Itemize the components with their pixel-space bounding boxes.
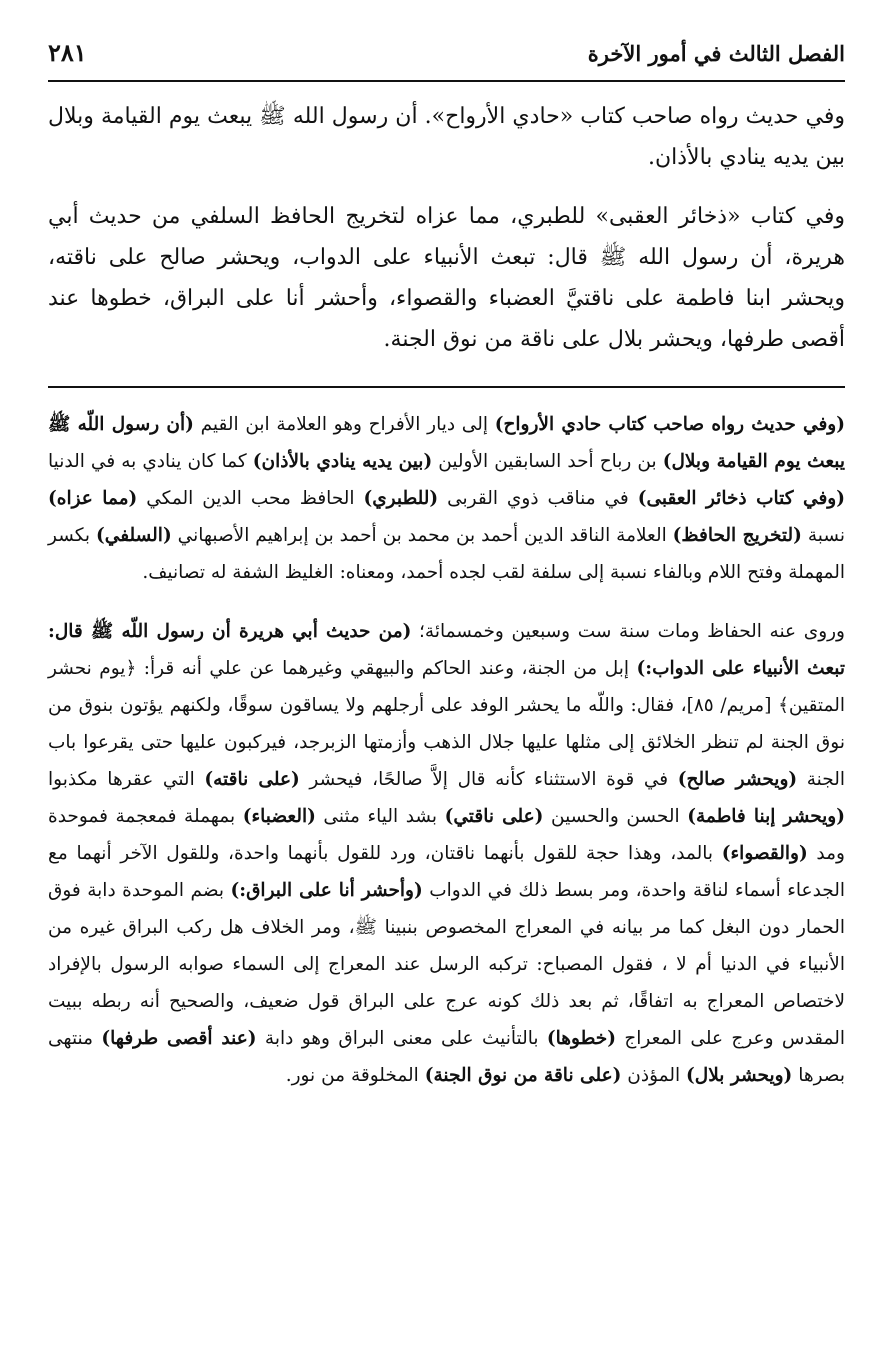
commentary-text: في قوة الاستثناء كأنه قال إلاَّ صالحًا، فيحشر [299,769,678,790]
quoted-phrase: (عند أقصى طرفها) [101,1028,257,1049]
commentary-text: منتهى بصرها [48,1028,845,1086]
quoted-phrase: (من حديث أبي هريرة أن رسول اللّه ﷺ قال: تبعث الأنبياء على الدواب:) [48,621,845,679]
main-paragraph: وفي كتاب «ذخائر العقبى» للطبري، مما عزاه لتخريج الحافظ السلفي من حديث أبي هريرة، أن رسول الله ﷺ قال: تبعث الأنبياء على الدواب، ويحشر صالح على ناقته، ويحشر ابنا فاطمة على ناقتيَّ العضباء والقصواء، وأحشر أنا على البراق، خطوها عند أقصى طرفها، ويحشر بلال على ناقة من نوق الجنة. [48,204,845,352]
footnote-divider [48,386,845,388]
commentary-paragraph [48,613,845,1094]
quoted-phrase: (وفي كتاب ذخائر العقبى) [637,488,845,509]
commentary-text: بكسر المهملة وفتح اللام وبالفاء نسبة إلى سلفة لقب لجده أحمد، ومعناه: الغليظ الشفة له تصانيف. [48,525,845,583]
quoted-phrase: (على ناقتي) [444,806,544,827]
main-paragraph: وفي حديث رواه صاحب كتاب «حادي الأرواح». أن رسول الله ﷺ يبعث يوم القيامة وبلال بين يديه ينادي بالأذان. [48,104,845,170]
commentary-text: كما كان ينادي به في الدنيا [48,451,253,472]
quoted-phrase: (ويحشر بلال) [686,1065,793,1086]
commentary-text: الحسن والحسين [543,806,688,827]
commentary-text: التي عقرها مكذبوا [48,769,205,790]
quoted-phrase: (أن رسول اللّه ﷺ يبعث يوم القيامة وبلال) [48,414,845,472]
quoted-phrase: (خطوها) [546,1028,616,1049]
commentary-text: بن رباح أحد السابقين الأولين [432,451,663,472]
quoted-phrase: (السلفي) [96,525,172,546]
quoted-phrase: (على ناقته) [204,769,300,790]
page-header [48,38,845,82]
commentary-text: نسبة [801,525,845,546]
commentary-text: الحافظ محب الدين المكي [137,488,364,509]
commentary-text: بضم الموحدة دابة فوق الحمار دون البغل كما مر بيانه في المعراج المخصوص بنبينا ﷺ، ومر الخلاف هل ركب البراق غيره من الأنبياء في الدنيا أم لا ، فقول المصباح: تركبه الرسل عند المعراج إلى السماء صوابه الرسول بالإفراد لاختصاص المعراج به اتفاقًا، ثم بعد ذلك كونه عرج على البراق قول ضعيف، والصحيح أنه ربطه ببيت المقدس وعرج على المعراج [48,880,846,1049]
quoted-phrase: (وأحشر أنا على البراق:) [230,880,423,901]
quoted-phrase: (ويحشر صالح) [677,769,798,790]
commentary-text: بالمد، وهذا حجة للقول بأنهما ناقتان، ورد للقول بأنهما واحدة، وللقول الآخر أنهما مع الجدعاء أسماء لناقة واحدة، ومر بسط ذلك في الدواب [48,843,846,901]
running-head: الفصل الثالث في أمور الآخرة [587,41,845,66]
commentary-text: بالتأنيث على معنى البراق وهو دابة [256,1028,547,1049]
quoted-phrase: (وفي حديث رواه صاحب كتاب حادي الأرواح) [494,414,845,435]
commentary-text: المخلوقة من نور. [285,1065,425,1086]
commentary-text: وروى عنه الحفاظ ومات سنة ست وسبعين وخمسمائة؛ [411,621,845,642]
quoted-phrase: (على ناقة من نوق الجنة) [424,1065,622,1086]
commentary-text: المؤذن [621,1065,686,1086]
quoted-phrase: (مما عزاه) [48,488,138,509]
quoted-phrase: (للطبري) [363,488,439,509]
commentary [48,406,845,1094]
commentary-text: في مناقب ذوي القربى [438,488,638,509]
commentary-text: بشد الياء مثنى [315,806,445,827]
book-page [48,38,845,1116]
quoted-phrase: (ويحشر إبنا فاطمة) [687,806,845,827]
commentary-paragraph [48,406,845,591]
commentary-text: إلى ديار الأفراح وهو العلامة ابن القيم [193,414,495,435]
main-text [48,96,845,360]
quoted-phrase: (العضباء) [242,806,316,827]
quoted-phrase: (بين يديه ينادي بالأذان) [252,451,433,472]
quoted-phrase: (والقصواء) [721,843,808,864]
commentary-text: العلامة الناقد الدين أحمد بن محمد بن أحمد بن إبراهيم الأصبهاني [171,525,673,546]
quoted-phrase: (لتخريج الحافظ) [672,525,802,546]
commentary-text: إبل من الجنة، وعند الحاكم والبيهقي وغيرهما عن علي أنه قرأ: ﴿يوم نحشر المتقين﴾ [مريم/ ٨٥]، فقال: واللّه ما يحشر الوفد على أرجلهم ولا يساقون سوقًا، ولكنهم يؤتون بنوق من نوق الجنة لم تنظر الخلائق إلى مثلها عليها جلال الذهب وأزمتها الزبرجد، فيركبون عليها حتى يقرعوا باب الجنة [48,658,845,790]
page-number: ٢٨١ [48,38,87,67]
commentary-text: بمهملة فمعجمة فموحدة ومد [48,806,845,864]
